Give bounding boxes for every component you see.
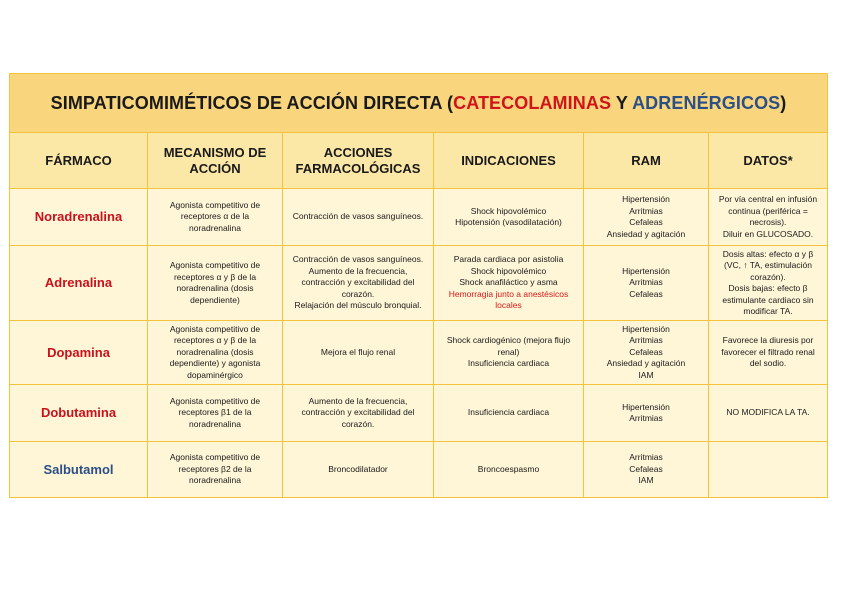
table-row (10, 246, 828, 321)
cell-mecanismo (148, 385, 283, 442)
header-indicaciones: INDICACIONES (434, 133, 584, 189)
cell-line: locales (495, 300, 522, 311)
cell-line: dopaminérgico (187, 369, 243, 380)
drug-name: Salbutamol (10, 442, 148, 498)
cell-mecanismo (148, 321, 283, 385)
cell-line: Hemorragia junto a anestésicos (448, 288, 569, 299)
cell-line: noradrenalina (dosis (176, 346, 254, 357)
cell-line: Arritmias (629, 452, 663, 463)
cell-line: Arritmias (629, 335, 663, 346)
header-ram: RAM (584, 133, 709, 189)
cell-ram (584, 246, 709, 321)
cell-acciones (283, 321, 434, 385)
cell-acciones (283, 442, 434, 498)
header-mecanismo: MECANISMO DE ACCIÓN (148, 133, 283, 189)
cell-line: Contracción de vasos sanguíneos. (292, 254, 424, 265)
cell-line: noradrenalina (189, 222, 241, 233)
table-row (10, 321, 828, 385)
cell-line: Dosis altas: efecto α y β (722, 248, 814, 259)
cell-line: Hipertensión (622, 401, 670, 412)
header-acciones: ACCIONES FARMACOLÓGICAS (283, 133, 434, 189)
cell-datos (709, 189, 828, 246)
cell-indicaciones (434, 442, 584, 498)
cell-acciones (283, 385, 434, 442)
cell-line: IAM (638, 369, 654, 380)
cell-line: noradrenalina (189, 418, 241, 429)
cell-line: Shock anafiláctico y asma (459, 277, 558, 288)
cell-line: noradrenalina (dosis (176, 283, 254, 293)
cell-line: Agonista competitivo de (169, 199, 261, 210)
cell-datos (709, 442, 828, 498)
cell-line: Hipotensión (vasodilatación) (455, 217, 562, 227)
cell-line: contracción y excitabilidad del (301, 407, 415, 418)
cell-line: Shock hipovolémico (470, 205, 547, 216)
cell-line: corazón. (341, 288, 375, 299)
cell-line: Aumento de la frecuencia, (308, 265, 408, 276)
title-catecolaminas: CATECOLAMINAS (453, 92, 612, 113)
drug-name: Noradrenalina (10, 189, 148, 246)
cell-line: noradrenalina (189, 475, 241, 486)
cell-line: Arritmias (629, 413, 663, 423)
cell-line: Por vía central en infusión (718, 194, 818, 204)
cell-line: Hipertensión (622, 194, 670, 204)
cell-line: Aumento de la frecuencia, (308, 395, 408, 406)
cell-datos (709, 321, 828, 385)
cell-line: receptores α y β de la (173, 271, 257, 282)
drug-name: Adrenalina (10, 246, 148, 321)
cell-line: dependiente) (190, 294, 240, 305)
title-suffix: ) (780, 92, 787, 113)
cell-line: receptores α de la (180, 211, 250, 222)
cell-mecanismo (148, 246, 283, 321)
cell-line: IAM (638, 475, 654, 486)
cell-line: Insuficiencia cardiaca (467, 407, 550, 418)
cell-datos (709, 385, 828, 442)
cell-line: Cefaleas (629, 288, 663, 299)
drug-name: Dopamina (10, 321, 148, 385)
cell-line: NO MODIFICA LA TA. (726, 407, 810, 418)
cell-line: Mejora el flujo renal (320, 346, 396, 357)
cell-line: modificar TA. (743, 306, 793, 316)
cell-line: Relajación del músculo bronquial. (294, 300, 422, 311)
cell-line: necrosis). (749, 217, 787, 227)
cell-datos (709, 246, 828, 321)
cell-line: receptores β2 de la (178, 463, 252, 474)
cell-line: Agonista competitivo de (169, 323, 261, 334)
cell-line: Ansiedad y agitación (606, 228, 686, 239)
table-row (10, 442, 828, 498)
cell-mecanismo (148, 189, 283, 246)
cell-acciones (283, 246, 434, 321)
cell-line: Hipertensión (622, 323, 670, 334)
drug-name: Dobutamina (10, 385, 148, 442)
cell-line: corazón. (341, 418, 375, 429)
cell-line: (VC, ↑ TA, estimulación (723, 260, 813, 270)
cell-line: Diluir en GLUCOSADO. (722, 228, 814, 239)
cell-line: Cefaleas (629, 217, 663, 227)
drug-table (9, 73, 828, 498)
cell-line: Cefaleas (629, 346, 663, 357)
cell-line: Ansiedad y agitación (606, 358, 686, 369)
cell-line: favorecer el filtrado renal (721, 346, 815, 357)
title-adrenergicos: ADRENÉRGICOS (632, 92, 781, 113)
cell-line: Hipertensión (622, 265, 670, 276)
cell-line: Agonista competitivo de (169, 395, 261, 406)
cell-indicaciones (434, 321, 584, 385)
cell-line: estimulante cardiaco sin (722, 294, 814, 305)
cell-line: Broncodilatador (328, 463, 388, 474)
cell-line: Arritmias (629, 277, 663, 288)
table-row (10, 385, 828, 442)
cell-line: continua (periférica = (728, 205, 808, 216)
cell-line: Agonista competitivo de (169, 260, 261, 270)
cell-line: renal) (497, 346, 520, 357)
cell-mecanismo (148, 442, 283, 498)
table-row (10, 189, 828, 246)
cell-line: Arritmias (629, 205, 663, 216)
cell-line: Parada cardiaca por asistolia (453, 254, 564, 265)
title-y: Y (611, 92, 633, 113)
cell-line: Shock hipovolémico (470, 265, 547, 276)
cell-acciones (283, 189, 434, 246)
header-row (10, 133, 828, 189)
cell-ram (584, 321, 709, 385)
cell-line: contracción y excitabilidad del (301, 277, 415, 288)
cell-ram (584, 442, 709, 498)
cell-line: Cefaleas (629, 463, 663, 474)
cell-line: Insuficiencia cardiaca (467, 358, 550, 369)
cell-line: corazón). (750, 271, 786, 282)
title-prefix: SIMPATICOMIMÉTICOS DE ACCIÓN DIRECTA ( (50, 92, 454, 113)
cell-line: Agonista competitivo de (169, 452, 261, 463)
cell-line: del sodio. (749, 358, 787, 369)
cell-line: Dosis bajas: efecto β (728, 283, 808, 293)
cell-ram (584, 385, 709, 442)
cell-line: Broncoespasmo (477, 463, 540, 474)
cell-line: dependiente) y agonista (169, 358, 261, 369)
cell-line: Contracción de vasos sanguíneos. (292, 211, 424, 222)
cell-indicaciones (434, 246, 584, 321)
cell-line: Shock cardiogénico (mejora flujo (446, 335, 571, 346)
cell-ram (584, 189, 709, 246)
table-title (10, 74, 828, 133)
cell-indicaciones (434, 385, 584, 442)
cell-line: receptores β1 de la (178, 407, 252, 418)
cell-line: Favorece la diuresis por (722, 335, 814, 346)
cell-indicaciones (434, 189, 584, 246)
header-farmaco: FÁRMACO (10, 133, 148, 189)
header-datos: DATOS* (709, 133, 828, 189)
cell-line: receptores α y β de la (173, 335, 257, 346)
